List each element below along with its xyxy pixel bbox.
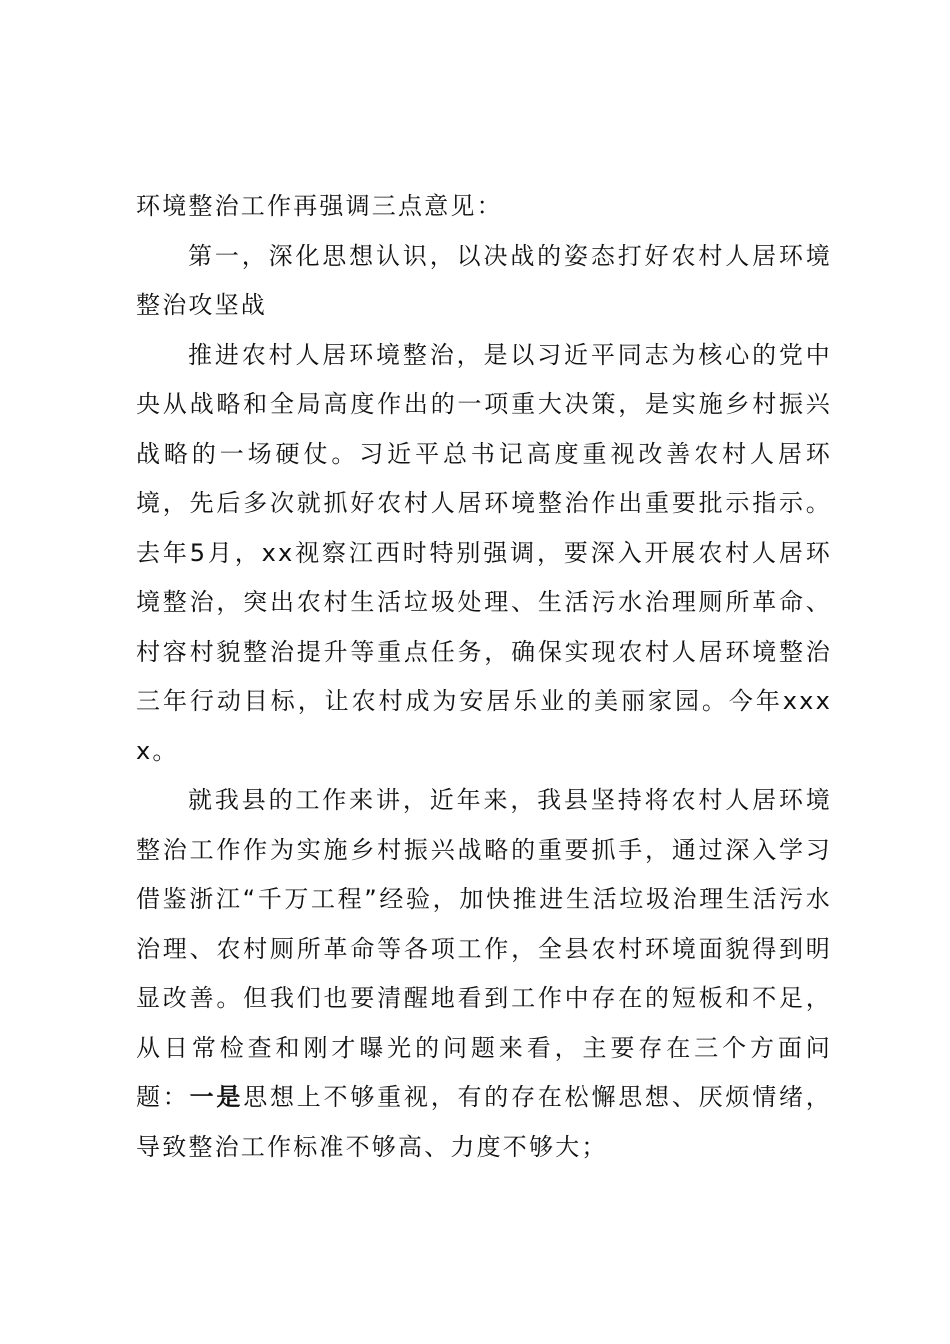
document-body bbox=[136, 182, 832, 1172]
body-paragraph-1: 推进农村人居环境整治，是以习近平同志为核心的党中央从战略和全局高度作出的一项重大决策，是实施乡村振兴战略的一场硬仗。习近平总书记高度重视改善农村人居环境，先后多次就抓好农村人居环境整治作出重要批示指示。去年5月，xx视察江西时特别强调，要深入开展农村人居环境整治，突出农村生活垃圾处理、生活污水治理厕所革命、村容村貌整治提升等重点任务，确保实现农村人居环境整治三年行动目标，让农村成为安居乐业的美丽家园。今年xxxx。 bbox=[136, 340, 832, 765]
paragraph-2-text-before: 就我县的工作来讲，近年来，我县坚持将农村人居环境整治工作作为实施乡村振兴战略的重要抓手，通过深入学习借鉴浙江“千万工程”经验，加快推进生活垃圾治理生活污水治理、农村厕所革命等各项工作，全县农村环境面貌得到明显改善。但我们也要清醒地看到工作中存在的短板和不足，从日常检查和刚才曝光的问题来看，主要存在三个方面问题： bbox=[136, 786, 832, 1111]
lead-line: 环境整治工作再强调三点意见： bbox=[136, 192, 503, 220]
paragraph-2-text-after: 思想上不够重视，有的存在松懈思想、厌烦情绪，导致整治工作标准不够高、力度不够大； bbox=[136, 1083, 833, 1161]
body-paragraph-2 bbox=[136, 776, 832, 1172]
emphasis-yishi: 一是 bbox=[189, 1083, 244, 1111]
section-heading: 第一，深化思想认识，以决战的姿态打好农村人居环境整治攻坚战 bbox=[136, 241, 832, 319]
